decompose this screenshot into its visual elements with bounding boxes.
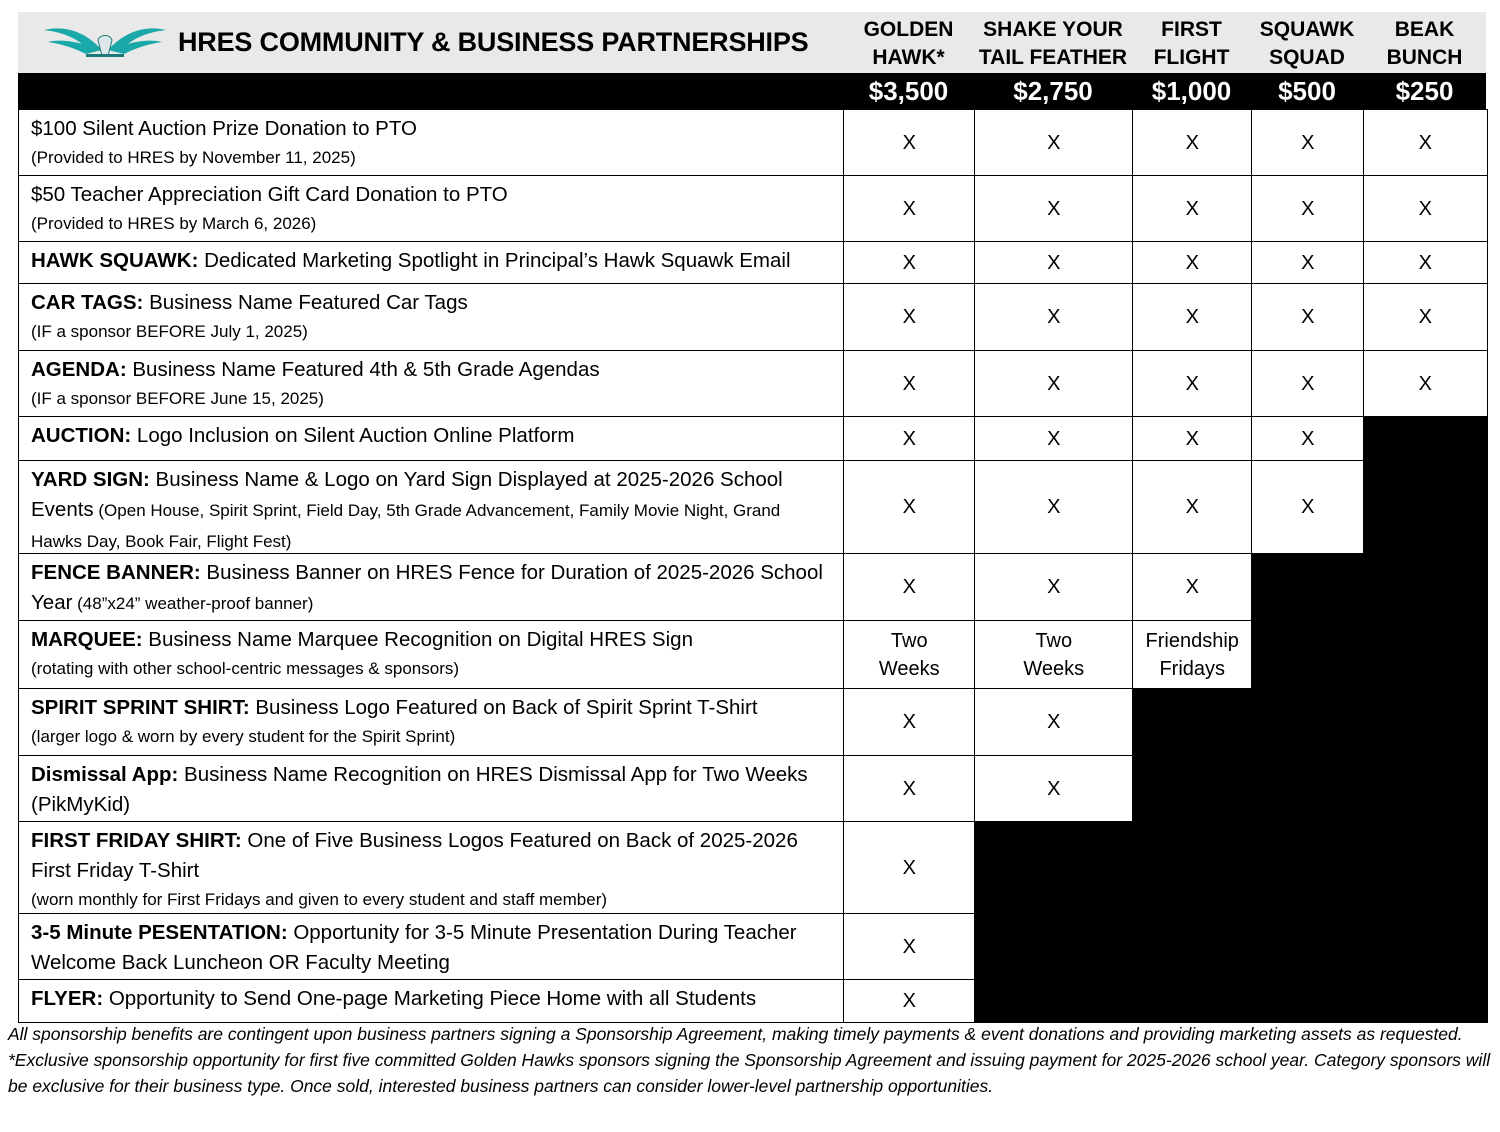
- included-cell-first-flight: Friendship Fridays: [1132, 620, 1253, 690]
- benefit-description: [18, 755, 845, 823]
- unavailable-cell: [974, 821, 1134, 915]
- unavailable-cell: [1251, 620, 1365, 690]
- benefit-title: FLYER:: [31, 987, 104, 1010]
- included-cell-golden-hawk: X: [843, 553, 976, 622]
- unavailable-cell: [1363, 553, 1488, 622]
- benefit-note: (Provided to HRES by November 11, 2025): [31, 148, 356, 167]
- included-cell-first-flight: X: [1132, 553, 1253, 622]
- included-cell-first-flight: X: [1132, 460, 1253, 555]
- benefit-description: [18, 821, 845, 915]
- included-cell-squawk-squad: X: [1251, 460, 1365, 555]
- benefit-title: SPIRIT SPRINT SHIRT:: [31, 696, 250, 719]
- benefit-text: [31, 358, 600, 381]
- benefit-title: CAR TAGS:: [31, 291, 144, 314]
- unavailable-cell: [1132, 755, 1253, 823]
- included-cell-shake-your-tail-feather: X: [974, 175, 1134, 243]
- unavailable-cell: [1132, 913, 1253, 981]
- included-cell-shake-your-tail-feather: X: [974, 688, 1134, 757]
- included-cell-golden-hawk: X: [843, 109, 976, 177]
- benefit-description: [18, 913, 845, 981]
- included-cell-beak-bunch: X: [1363, 109, 1488, 177]
- included-cell-shake-your-tail-feather: X: [974, 241, 1134, 285]
- unavailable-cell: [1132, 688, 1253, 757]
- footnote-contingency: All sponsorship benefits are contingent upon business partners signing a Sponsorship Agreement, making timely payments & event donations and providing marketing assets as requested.: [8, 1024, 1463, 1044]
- benefit-description: [18, 109, 845, 177]
- included-cell-golden-hawk: X: [843, 416, 976, 462]
- included-cell-golden-hawk: X: [843, 283, 976, 352]
- hawk-wings-logo: [42, 20, 168, 64]
- included-cell-beak-bunch: X: [1363, 175, 1488, 243]
- included-cell-first-flight: X: [1132, 416, 1253, 462]
- benefit-detail: Business Banner on HRES Fence for Duration of 2025-2026 School Year: [31, 561, 823, 614]
- included-cell-golden-hawk: X: [843, 241, 976, 285]
- benefit-detail: Business Name Featured Car Tags: [143, 291, 468, 314]
- unavailable-cell: [1363, 979, 1488, 1023]
- benefit-description: [18, 620, 845, 690]
- included-cell-first-flight: X: [1132, 241, 1253, 285]
- level-price-shake-your-tail-feather: $2,750: [1013, 76, 1093, 106]
- level-name-first-flight: FIRST FLIGHT: [1153, 18, 1230, 69]
- level-price-beak-bunch: $250: [1395, 76, 1454, 106]
- unavailable-cell: [1251, 755, 1365, 823]
- benefit-detail: Business Name Marquee Recognition on Digital HRES Sign: [142, 628, 693, 651]
- unavailable-cell: [1363, 620, 1488, 690]
- benefit-detail: Logo Inclusion on Silent Auction Online Platform: [131, 424, 575, 447]
- included-cell-shake-your-tail-feather: X: [974, 283, 1134, 352]
- included-cell-golden-hawk: X: [843, 460, 976, 555]
- included-cell-first-flight: X: [1132, 350, 1253, 418]
- included-cell-shake-your-tail-feather: Two Weeks: [974, 620, 1134, 690]
- included-cell-golden-hawk: X: [843, 979, 976, 1023]
- unavailable-cell: [1363, 460, 1488, 555]
- included-cell-first-flight: X: [1132, 109, 1253, 177]
- benefit-detail: $50 Teacher Appreciation Gift Card Donation to PTO: [31, 183, 508, 206]
- unavailable-cell: [1251, 821, 1365, 915]
- benefit-title: HAWK SQUAWK:: [31, 249, 199, 272]
- benefit-text: [31, 628, 693, 651]
- unavailable-cell: [974, 979, 1134, 1023]
- included-cell-golden-hawk: X: [843, 913, 976, 981]
- footnotes: [8, 1021, 1496, 1099]
- benefit-description: [18, 416, 845, 462]
- included-cell-squawk-squad: X: [1251, 241, 1365, 285]
- benefit-text: [31, 921, 797, 974]
- level-name-golden-hawk: GOLDEN HAWK*: [863, 18, 954, 69]
- benefit-inline-note: (48”x24” weather-proof banner): [72, 594, 314, 613]
- benefit-description: [18, 688, 845, 757]
- benefit-description: [18, 350, 845, 418]
- benefit-note: (IF a sponsor BEFORE July 1, 2025): [31, 322, 308, 341]
- benefit-note: (Provided to HRES by March 6, 2026): [31, 214, 317, 233]
- benefit-title: MARQUEE:: [31, 628, 143, 651]
- benefit-detail: Opportunity to Send One-page Marketing Piece Home with all Students: [103, 987, 757, 1010]
- benefit-text: [31, 249, 791, 272]
- included-cell-shake-your-tail-feather: X: [974, 755, 1134, 823]
- benefit-description: [18, 241, 845, 285]
- benefit-description: [18, 283, 845, 352]
- included-cell-squawk-squad: X: [1251, 350, 1365, 418]
- included-cell-beak-bunch: X: [1363, 283, 1488, 352]
- footnote-exclusive: *Exclusive sponsorship opportunity for first five committed Golden Hawks sponsors signing the Sponsorship Agreement and issuing payment for 2025-2026 school year. Category sponsors will be exclusive for their business type. Once sold, interested business partners can consider lower-level partnership opportunities.: [8, 1050, 1491, 1096]
- unavailable-cell: [1251, 913, 1365, 981]
- benefit-text: [31, 763, 808, 816]
- included-cell-beak-bunch: X: [1363, 350, 1488, 418]
- benefit-note: (larger logo & worn by every student for the Spirit Sprint): [31, 727, 456, 746]
- benefit-description: [18, 175, 845, 243]
- unavailable-cell: [1251, 553, 1365, 622]
- benefit-title: AGENDA:: [31, 358, 127, 381]
- benefit-title: Dismissal App:: [31, 763, 179, 786]
- benefit-title: AUCTION:: [31, 424, 132, 447]
- benefit-title: FENCE BANNER:: [31, 561, 201, 584]
- benefit-title: FIRST FRIDAY SHIRT:: [31, 829, 242, 852]
- level-price-golden-hawk: $3,500: [868, 76, 949, 106]
- benefit-text: [31, 696, 758, 719]
- benefit-text: [31, 987, 756, 1010]
- unavailable-cell: [1132, 821, 1253, 915]
- included-cell-golden-hawk: X: [843, 755, 976, 823]
- benefit-description: [18, 460, 845, 555]
- included-cell-squawk-squad: X: [1251, 175, 1365, 243]
- benefit-title: YARD SIGN:: [31, 468, 150, 491]
- unavailable-cell: [1363, 913, 1488, 981]
- benefit-inline-note: (Open House, Spirit Sprint, Field Day, 5th Grade Advancement, Family Movie Night, Grand Hawks Day, Book Fair, Flight Fest): [31, 501, 781, 551]
- benefit-detail: One of Five Business Logos Featured on Back of 2025-2026 First Friday T-Shirt: [31, 829, 798, 882]
- price-bar: [18, 73, 1486, 109]
- included-cell-beak-bunch: X: [1363, 241, 1488, 285]
- benefit-detail: Dedicated Marketing Spotlight in Principal’s Hawk Squawk Email: [198, 249, 791, 272]
- unavailable-cell: [1363, 688, 1488, 757]
- included-cell-shake-your-tail-feather: X: [974, 553, 1134, 622]
- level-name-shake-your-tail-feather: SHAKE YOUR TAIL FEATHER: [978, 18, 1128, 69]
- unavailable-cell: [1363, 416, 1488, 462]
- benefit-text: [31, 291, 468, 314]
- included-cell-golden-hawk: X: [843, 175, 976, 243]
- unavailable-cell: [1251, 979, 1365, 1023]
- unavailable-cell: [1363, 821, 1488, 915]
- included-cell-golden-hawk: X: [843, 821, 976, 915]
- benefit-text: [31, 468, 783, 552]
- benefit-detail: Business Logo Featured on Back of Spirit Sprint T-Shirt: [249, 696, 758, 719]
- level-price-first-flight: $1,000: [1151, 76, 1232, 106]
- benefit-note: (IF a sponsor BEFORE June 15, 2025): [31, 389, 324, 408]
- included-cell-squawk-squad: X: [1251, 109, 1365, 177]
- benefit-detail: Business Name & Logo on Yard Sign Displayed at 2025-2026 School Events: [31, 468, 783, 521]
- included-cell-shake-your-tail-feather: X: [974, 350, 1134, 418]
- benefit-text: [31, 561, 823, 614]
- included-cell-squawk-squad: X: [1251, 283, 1365, 352]
- included-cell-first-flight: X: [1132, 283, 1253, 352]
- included-cell-golden-hawk: Two Weeks: [843, 620, 976, 690]
- benefit-text: [31, 117, 417, 140]
- level-price-squawk-squad: $500: [1278, 76, 1336, 106]
- included-cell-golden-hawk: X: [843, 350, 976, 418]
- unavailable-cell: [1363, 755, 1488, 823]
- benefit-detail: Business Name Featured 4th & 5th Grade Agendas: [126, 358, 600, 381]
- benefit-description: [18, 979, 845, 1023]
- included-cell-first-flight: X: [1132, 175, 1253, 243]
- included-cell-shake-your-tail-feather: X: [974, 109, 1134, 177]
- benefit-title: 3-5 Minute PESENTATION:: [31, 921, 288, 944]
- included-cell-shake-your-tail-feather: X: [974, 416, 1134, 462]
- benefit-text: [31, 829, 798, 882]
- unavailable-cell: [974, 913, 1134, 981]
- benefit-detail: Business Name Recognition on HRES Dismissal App for Two Weeks (PikMyKid): [31, 763, 808, 816]
- included-cell-golden-hawk: X: [843, 688, 976, 757]
- level-name-squawk-squad: SQUAWK SQUAD: [1259, 18, 1355, 69]
- benefit-note: (rotating with other school-centric messages & sponsors): [31, 659, 460, 678]
- level-name-beak-bunch: BEAK BUNCH: [1386, 18, 1463, 69]
- benefit-note: (worn monthly for First Fridays and given to every student and staff member): [31, 890, 608, 909]
- benefit-text: [31, 424, 575, 447]
- included-cell-shake-your-tail-feather: X: [974, 460, 1134, 555]
- benefit-detail: $100 Silent Auction Prize Donation to PTO: [31, 117, 417, 140]
- unavailable-cell: [1251, 688, 1365, 757]
- unavailable-cell: [1132, 979, 1253, 1023]
- benefit-text: [31, 183, 508, 206]
- included-cell-squawk-squad: X: [1251, 416, 1365, 462]
- benefit-detail: Opportunity for 3-5 Minute Presentation During Teacher Welcome Back Luncheon OR Faculty Meeting: [31, 921, 797, 974]
- benefit-description: [18, 553, 845, 622]
- page-title: HRES COMMUNITY & BUSINESS PARTNERSHIPS: [178, 27, 809, 57]
